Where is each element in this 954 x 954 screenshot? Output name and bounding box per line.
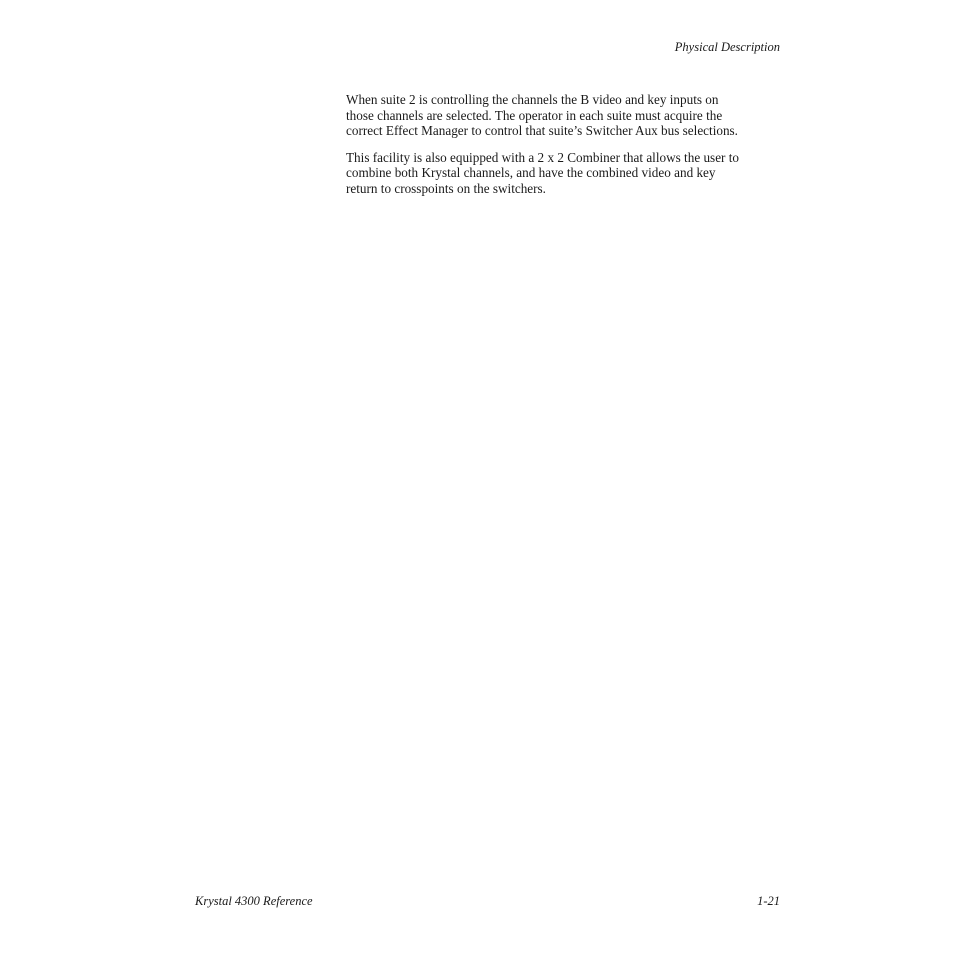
paragraph-line: correct Effect Manager to control that suite’s Switcher Aux bus selections. bbox=[346, 123, 738, 139]
paragraph-line: those channels are selected. The operator in each suite must acquire the bbox=[346, 107, 723, 123]
running-header: Physical Description bbox=[674, 40, 780, 54]
paragraph-line: combine both Krystal channels, and have the combined video and key bbox=[346, 165, 716, 181]
body-text bbox=[346, 92, 782, 208]
footer-page-number: 1-21 bbox=[757, 894, 780, 908]
paragraph-line: When suite 2 is controlling the channels the B video and key inputs on bbox=[346, 92, 719, 107]
paragraph-line: This facility is also equipped with a 2 x 2 Combiner that allows the user to bbox=[346, 149, 739, 165]
paragraph-line: return to crosspoints on the switchers. bbox=[346, 180, 546, 196]
paragraph-combiner bbox=[346, 150, 782, 197]
footer-document-title: Krystal 4300 Reference bbox=[195, 894, 313, 908]
paragraph-suite-2 bbox=[346, 92, 782, 139]
